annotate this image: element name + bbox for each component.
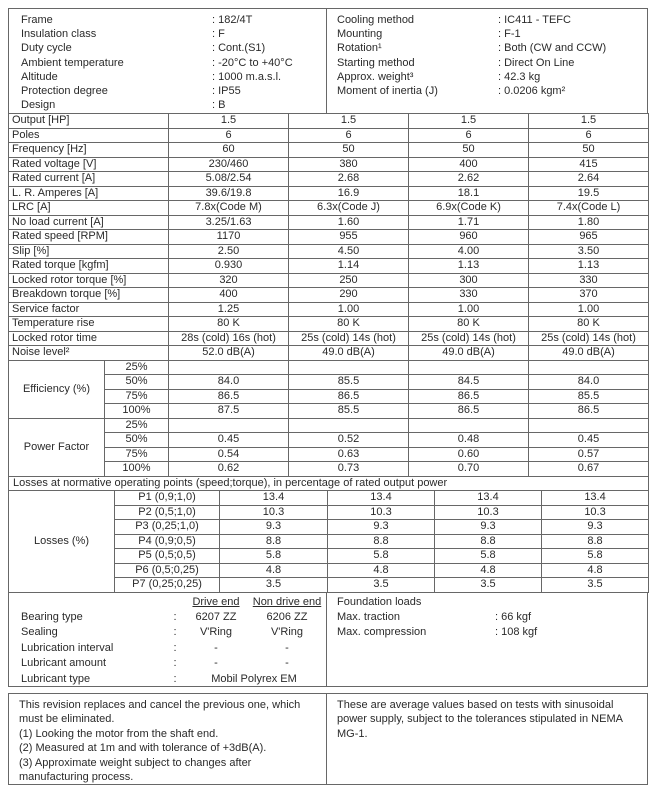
spec-value: 400 (169, 288, 289, 303)
spec-value: 230/460 (169, 157, 289, 172)
info-label: Frame (21, 14, 53, 26)
spec-value: 3.50 (529, 244, 649, 259)
load-value: 0.70 (409, 462, 529, 477)
load-value (169, 418, 289, 433)
load-value: 85.5 (289, 375, 409, 390)
bearing-row-label: Bearing type (21, 611, 83, 624)
loss-value: 4.8 (328, 563, 435, 578)
bearing-row-label: Lubricant type (21, 672, 91, 685)
loss-value: 9.3 (220, 520, 328, 535)
spec-row-label: Service factor (9, 302, 169, 317)
spec-value: 330 (409, 288, 529, 303)
footnotes-panel (8, 693, 648, 785)
note-paragraph: This revision replaces and cancel the previous one, which must be eliminated. (19, 698, 301, 726)
load-value: 0.45 (169, 433, 289, 448)
bearing-value-non-drive-end: - (285, 657, 289, 670)
spec-value: 49.0 dB(A) (529, 346, 649, 361)
table-row (9, 302, 649, 317)
load-value: 0.62 (169, 462, 289, 477)
loss-value: 10.3 (542, 505, 649, 520)
spec-value: 1.13 (409, 259, 529, 274)
load-value: 86.5 (289, 389, 409, 404)
table-row (9, 346, 649, 361)
info-value: : Both (CW and CCW) (498, 42, 607, 55)
info-row (21, 41, 326, 55)
loss-value: 9.3 (542, 520, 649, 535)
spec-value: 6.9x(Code K) (409, 201, 529, 216)
info-label: Duty cycle (21, 42, 72, 55)
spec-value: 6 (529, 128, 649, 143)
load-value: 86.5 (529, 404, 649, 419)
spec-value: 330 (529, 273, 649, 288)
info-row (337, 13, 647, 27)
bearing-colon: : (173, 672, 177, 685)
spec-value: 80 K (409, 317, 529, 332)
spec-value: 28s (cold) 16s (hot) (169, 331, 289, 346)
bearing-value-non-drive-end: 6206 ZZ (266, 611, 308, 624)
bearing-row-label: Lubrication interval (21, 641, 114, 654)
bearing-value-drive-end: - (214, 641, 218, 654)
spec-value: 16.9 (289, 186, 409, 201)
spec-row-label: No load current [A] (9, 215, 169, 230)
load-value: 0.73 (289, 462, 409, 477)
load-value: 0.48 (409, 433, 529, 448)
info-row (21, 27, 326, 41)
spec-value: 380 (289, 157, 409, 172)
table-row (9, 331, 649, 346)
info-row (21, 70, 326, 84)
load-value: 86.5 (409, 389, 529, 404)
motor-datasheet (8, 8, 648, 785)
spec-value: 6.3x(Code J) (289, 201, 409, 216)
losses-section-header: Losses at normative operating points (speed;torque), in percentage of rated output power (9, 476, 649, 491)
spec-value: 25s (cold) 14s (hot) (409, 331, 529, 346)
info-value: : B (212, 99, 226, 112)
info-value: : 42.3 kg (498, 70, 541, 83)
loss-point: P7 (0,25;0,25) (115, 578, 220, 593)
loss-point: P1 (0,9;1,0) (115, 491, 220, 506)
loss-value: 8.8 (328, 534, 435, 549)
spec-value: 50 (409, 143, 529, 158)
info-row (21, 84, 326, 98)
table-row (9, 447, 649, 462)
info-value: : 0.0206 kgm² (498, 85, 566, 98)
spec-value: 290 (289, 288, 409, 303)
info-label: Altitude (21, 70, 58, 83)
bearing-colon: : (173, 641, 177, 654)
spec-value: 250 (289, 273, 409, 288)
table-row (9, 244, 649, 259)
info-label: Protection degree (21, 85, 108, 98)
loss-value: 8.8 (542, 534, 649, 549)
spec-row-label: Locked rotor torque [%] (9, 273, 169, 288)
tolerance-notes (327, 694, 647, 784)
bearing-colon: : (173, 626, 177, 639)
foundation-value: : 108 kgf (495, 626, 538, 639)
bearing-info (9, 593, 327, 686)
load-value: 0.52 (289, 433, 409, 448)
loss-point: P5 (0,5;0,5) (115, 549, 220, 564)
bearing-value-drive-end: 6207 ZZ (195, 611, 237, 624)
spec-value: 18.1 (409, 186, 529, 201)
revision-notes (9, 694, 327, 784)
spec-row-label: LRC [A] (9, 201, 169, 216)
spec-row-label: Locked rotor time (9, 331, 169, 346)
spec-row-label: Noise level² (9, 346, 169, 361)
spec-value: 52.0 dB(A) (169, 346, 289, 361)
table-row (9, 143, 649, 158)
bearing-colon: : (173, 657, 177, 670)
info-label: Ambient temperature (21, 56, 124, 69)
general-info-panel (8, 8, 648, 114)
info-value: : IC411 - TEFC (498, 14, 571, 26)
load-level: 100% (105, 462, 169, 477)
info-label: Starting method (337, 56, 415, 69)
loss-value: 4.8 (435, 563, 542, 578)
spec-value: 400 (409, 157, 529, 172)
table-row (9, 201, 649, 216)
spec-value: 60 (169, 143, 289, 158)
info-label: Moment of inertia (J) (337, 85, 438, 98)
info-value: : 1000 m.a.s.l. (212, 70, 282, 83)
spec-value: 25s (cold) 14s (hot) (529, 331, 649, 346)
loss-value: 4.8 (542, 563, 649, 578)
loss-point: P6 (0,5;0,25) (115, 563, 220, 578)
load-value: 85.5 (529, 389, 649, 404)
foundation-value: : 66 kgf (495, 610, 532, 623)
load-level: 25% (105, 418, 169, 433)
info-label: Rotation¹ (337, 42, 382, 55)
table-row (9, 595, 325, 610)
loss-value: 13.4 (435, 491, 542, 506)
table-row (9, 462, 649, 477)
info-row (21, 98, 326, 112)
loss-value: 4.8 (220, 563, 328, 578)
spec-value: 2.50 (169, 244, 289, 259)
spec-value: 960 (409, 230, 529, 245)
spec-value: 1.5 (409, 114, 529, 129)
info-row (337, 27, 647, 41)
foundation-rows (337, 610, 647, 641)
load-level: 75% (105, 389, 169, 404)
spec-value: 4.50 (289, 244, 409, 259)
spec-value: 50 (529, 143, 649, 158)
info-label: Cooling method (337, 14, 415, 26)
table-row (9, 186, 649, 201)
bearing-value-non-drive-end: V'Ring (270, 626, 304, 639)
info-label: Approx. weight³ (337, 70, 414, 83)
spec-value: 25s (cold) 14s (hot) (289, 331, 409, 346)
spec-value: 1.00 (409, 302, 529, 317)
load-value: 84.5 (409, 375, 529, 390)
loss-value: 5.8 (435, 549, 542, 564)
table-row (9, 610, 325, 625)
load-level: 50% (105, 375, 169, 390)
load-value (409, 418, 529, 433)
load-value: 0.54 (169, 447, 289, 462)
loss-value: 8.8 (220, 534, 328, 549)
load-level: 25% (105, 360, 169, 375)
spec-value: 6 (289, 128, 409, 143)
spec-value: 1.60 (289, 215, 409, 230)
bearing-row-label: Lubricant amount (21, 657, 106, 670)
spec-value: 4.00 (409, 244, 529, 259)
spec-value: 1170 (169, 230, 289, 245)
spec-row-label: Rated torque [kgfm] (9, 259, 169, 274)
note-paragraph: (3) Approximate weight subject to changes after manufacturing process. (19, 756, 252, 784)
table-row (9, 317, 649, 332)
table-row (9, 404, 649, 419)
load-value: 84.0 (169, 375, 289, 390)
spec-value: 965 (529, 230, 649, 245)
table-row (9, 114, 649, 129)
info-value: : Direct On Line (498, 56, 575, 69)
loss-value: 3.5 (328, 578, 435, 593)
loss-value: 5.8 (542, 549, 649, 564)
bearing-value-drive-end: - (214, 657, 218, 670)
loss-value: 8.8 (435, 534, 542, 549)
spec-value: 3.25/1.63 (169, 215, 289, 230)
spec-value: 415 (529, 157, 649, 172)
load-value: 87.5 (169, 404, 289, 419)
load-value: 0.67 (529, 462, 649, 477)
spec-value: 2.62 (409, 172, 529, 187)
bearing-foundation-panel (8, 592, 648, 687)
bearing-value-non-drive-end: - (285, 641, 289, 654)
table-row (9, 215, 649, 230)
loss-value: 5.8 (220, 549, 328, 564)
load-value (409, 360, 529, 375)
load-value: 84.0 (529, 375, 649, 390)
foundation-label: Max. compression (337, 626, 427, 639)
loss-value: 13.4 (328, 491, 435, 506)
table-row (9, 389, 649, 404)
loss-value: 10.3 (328, 505, 435, 520)
info-label: Mounting (337, 28, 383, 41)
load-value: 0.57 (529, 447, 649, 462)
spec-value: 50 (289, 143, 409, 158)
general-info-left (9, 9, 327, 113)
table-row (9, 671, 325, 686)
table-row (9, 625, 325, 640)
spec-value: 7.4x(Code L) (529, 201, 649, 216)
table-row (9, 491, 649, 506)
losses-table (8, 476, 649, 593)
load-value (529, 418, 649, 433)
info-label: Design (21, 99, 56, 112)
load-level: 50% (105, 433, 169, 448)
general-info-right (327, 9, 647, 113)
foundation-row (337, 625, 647, 640)
info-value: : IP55 (212, 85, 241, 98)
spec-value: 0.930 (169, 259, 289, 274)
spec-row-label: Breakdown torque [%] (9, 288, 169, 303)
loss-value: 3.5 (220, 578, 328, 593)
loss-value: 13.4 (542, 491, 649, 506)
info-row (337, 84, 647, 98)
table-row (9, 418, 649, 433)
spec-value: 7.8x(Code M) (169, 201, 289, 216)
spec-value: 80 K (289, 317, 409, 332)
foundation-loads (327, 593, 647, 686)
spec-row-label: Output [HP] (9, 114, 169, 129)
foundation-label: Max. traction (337, 610, 400, 623)
spec-row-label: Frequency [Hz] (9, 143, 169, 158)
info-value: : F (212, 28, 225, 41)
info-row (21, 56, 326, 70)
info-row (337, 70, 647, 84)
table-row (9, 476, 649, 491)
info-label: Insulation class (21, 28, 97, 41)
spec-value: 300 (409, 273, 529, 288)
bearing-colon: : (173, 611, 177, 624)
load-value (289, 418, 409, 433)
spec-row-label: Slip [%] (9, 244, 169, 259)
spec-row-label: Rated current [A] (9, 172, 169, 187)
foundation-loads-title: Foundation loads (337, 595, 422, 608)
drive-end-header: Drive end (192, 595, 240, 608)
bearing-value: Mobil Polyrex EM (211, 672, 297, 685)
spec-value: 19.5 (529, 186, 649, 201)
info-value: : Cont.(S1) (212, 42, 266, 55)
note-paragraph: (2) Measured at 1m and with tolerance of +3dB(A). (19, 742, 267, 755)
spec-row-label: Temperature rise (9, 317, 169, 332)
bearing-table (9, 595, 325, 687)
table-row (9, 273, 649, 288)
loss-value: 10.3 (435, 505, 542, 520)
table-row (9, 157, 649, 172)
foundation-row (337, 610, 647, 625)
loss-point: P3 (0,25;1,0) (115, 520, 220, 535)
spec-value: 1.25 (169, 302, 289, 317)
loss-value: 10.3 (220, 505, 328, 520)
bearing-value-drive-end: V'Ring (199, 626, 233, 639)
table-row (9, 288, 649, 303)
spec-row-label: Rated voltage [V] (9, 157, 169, 172)
load-value: 85.5 (289, 404, 409, 419)
spec-value: 1.00 (529, 302, 649, 317)
spec-value: 2.68 (289, 172, 409, 187)
spec-value: 955 (289, 230, 409, 245)
spec-value: 320 (169, 273, 289, 288)
spec-value: 1.71 (409, 215, 529, 230)
spec-table (8, 113, 649, 361)
spec-value: 39.6/19.8 (169, 186, 289, 201)
spec-value: 6 (409, 128, 529, 143)
spec-value: 1.5 (169, 114, 289, 129)
spec-value: 370 (529, 288, 649, 303)
group-label: Efficiency (%) (9, 360, 105, 418)
spec-row-label: Rated speed [RPM] (9, 230, 169, 245)
bearing-row-label: Sealing (21, 626, 58, 639)
loss-value: 9.3 (328, 520, 435, 535)
load-level: 75% (105, 447, 169, 462)
loss-value: 9.3 (435, 520, 542, 535)
spec-value: 49.0 dB(A) (289, 346, 409, 361)
info-value: : F-1 (498, 28, 521, 41)
spec-value: 80 K (529, 317, 649, 332)
spec-value: 1.5 (289, 114, 409, 129)
spec-value: 1.80 (529, 215, 649, 230)
info-row (337, 56, 647, 70)
loss-point: P2 (0,5;1,0) (115, 505, 220, 520)
load-value: 0.60 (409, 447, 529, 462)
spec-value: 1.5 (529, 114, 649, 129)
spec-value: 49.0 dB(A) (409, 346, 529, 361)
spec-value: 1.14 (289, 259, 409, 274)
load-value: 86.5 (409, 404, 529, 419)
note-paragraph: (1) Looking the motor from the shaft end. (19, 727, 219, 740)
group-label: Power Factor (9, 418, 105, 476)
loss-value: 13.4 (220, 491, 328, 506)
spec-value: 6 (169, 128, 289, 143)
table-row (9, 360, 649, 375)
group-label: Losses (%) (9, 491, 115, 593)
info-value: : 182/4T (212, 14, 253, 26)
info-row (337, 41, 647, 55)
table-row (9, 230, 649, 245)
loss-point: P4 (0,9;0,5) (115, 534, 220, 549)
info-row (21, 13, 326, 27)
load-value (169, 360, 289, 375)
table-row (9, 656, 325, 671)
loss-value: 3.5 (435, 578, 542, 593)
load-value (289, 360, 409, 375)
load-value: 86.5 (169, 389, 289, 404)
spec-value: 2.64 (529, 172, 649, 187)
non-drive-end-header: Non drive end (252, 595, 322, 608)
spec-value: 1.13 (529, 259, 649, 274)
spec-value: 1.00 (289, 302, 409, 317)
table-row (9, 433, 649, 448)
table-row (9, 641, 325, 656)
load-value: 0.63 (289, 447, 409, 462)
spec-value: 5.08/2.54 (169, 172, 289, 187)
load-level: 100% (105, 404, 169, 419)
spec-row-label: L. R. Amperes [A] (9, 186, 169, 201)
load-value: 0.45 (529, 433, 649, 448)
loss-value: 3.5 (542, 578, 649, 593)
table-row (9, 128, 649, 143)
load-value (529, 360, 649, 375)
spec-value: 80 K (169, 317, 289, 332)
table-row (9, 259, 649, 274)
loss-value: 5.8 (328, 549, 435, 564)
efficiency-powerfactor-table (8, 360, 649, 477)
note-paragraph: These are average values based on tests with sinusoidal power supply, subject to the tolerances stipulated in NEMA MG-1. (337, 698, 623, 740)
info-value: : -20°C to +40°C (212, 56, 293, 69)
spec-row-label: Poles (9, 128, 169, 143)
table-row (9, 172, 649, 187)
table-row (9, 375, 649, 390)
